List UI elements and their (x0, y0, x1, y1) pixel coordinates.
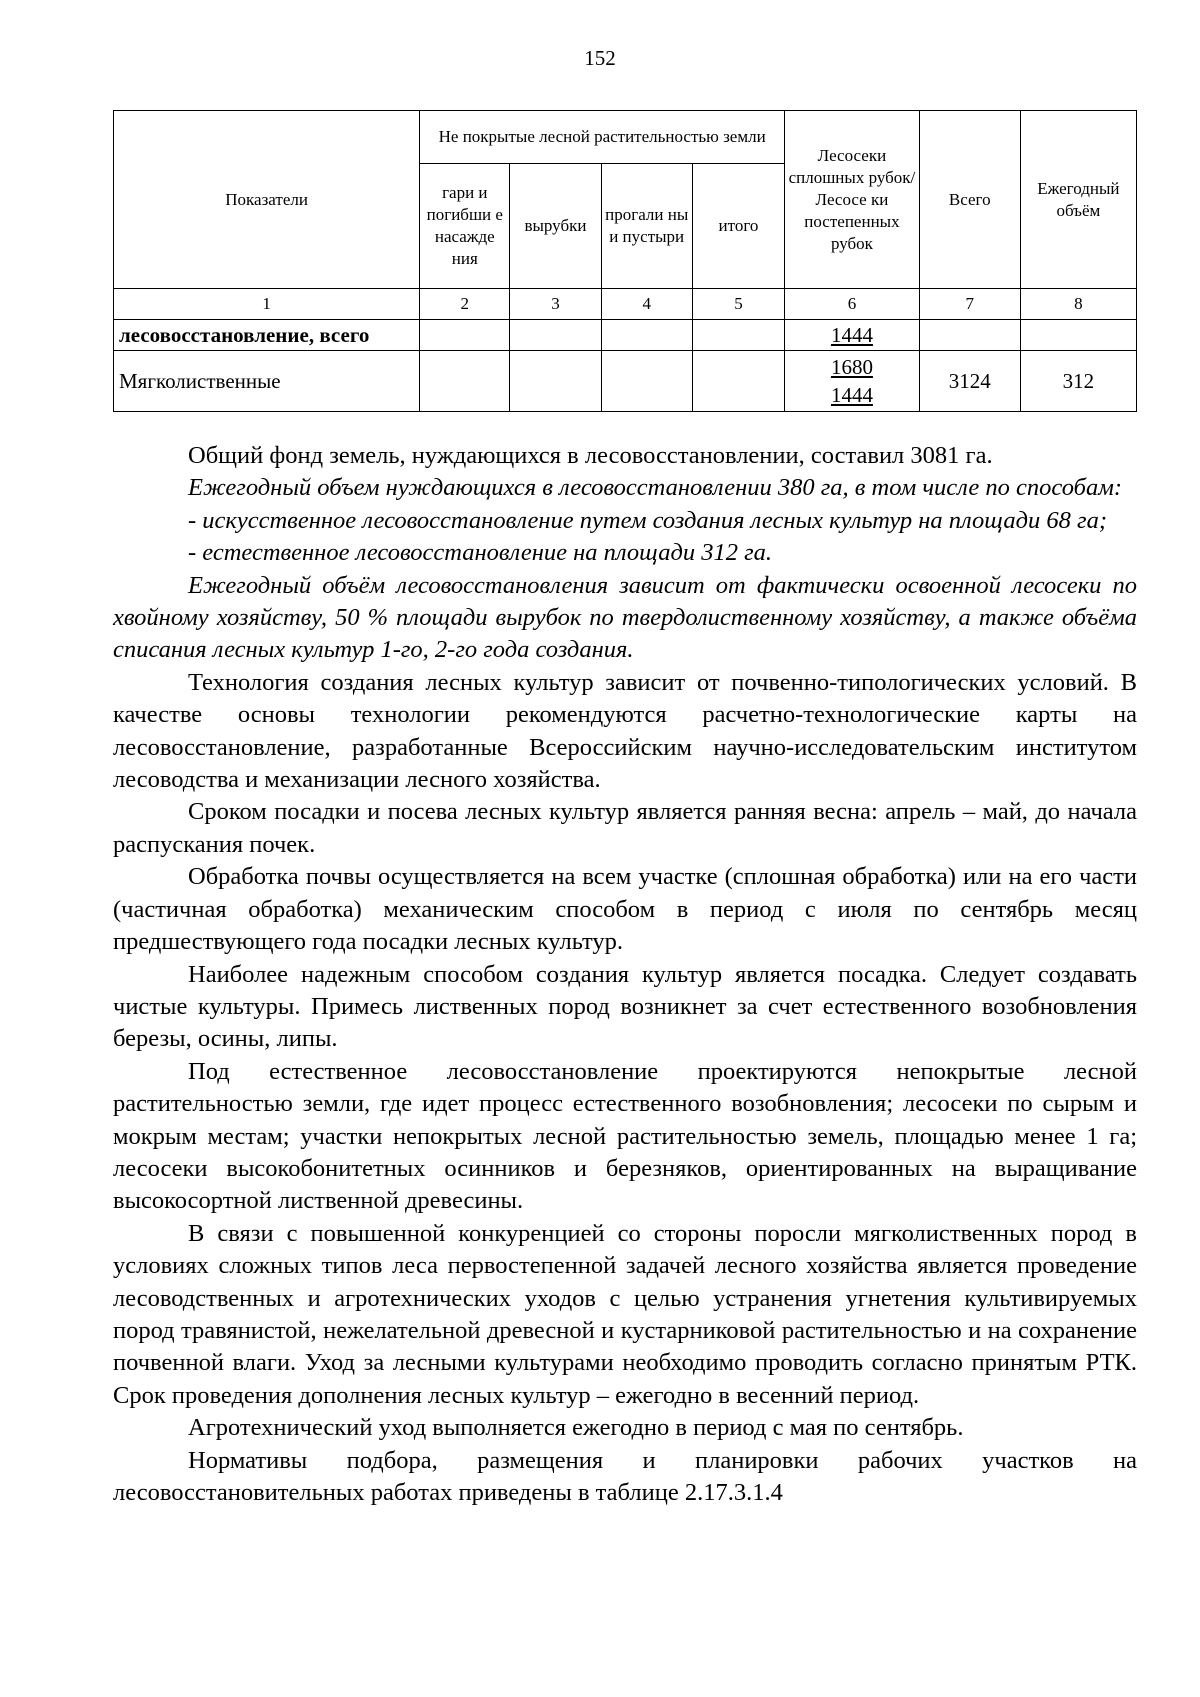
paragraph: Нормативы подбора, размещения и планировки рабочих участков на лесовосстановительных работах приведены в таблице 2.17.3.1.4 (113, 1446, 1137, 1506)
column-number: 1 (114, 289, 420, 320)
table-cell (601, 351, 692, 412)
column-number: 3 (510, 289, 601, 320)
body-text (113, 440, 1137, 1509)
paragraph: В связи с повышенной конкуренцией со стороны поросли мягколиственных пород в условиях сложных типов леса первостепенной задачей лесного хозяйства является проведение лесоводственных и агротехнических уходов с целью устранения угнетения культивируемых пород травянистой, нежелательной древесной и кустарниковой растительностью и на сохранение почвенной влаги. Уход за лесными культурами необходимо проводить согласно принятым РТК. Срок проведения дополнения лесных культур – ежегодно в весенний период. (113, 1219, 1137, 1409)
header-annual-volume: Ежегодный объём (1020, 111, 1136, 289)
table-cell (420, 320, 510, 351)
column-number: 4 (601, 289, 692, 320)
column-number: 5 (692, 289, 784, 320)
column-number: 7 (919, 289, 1020, 320)
header-subtotal: итого (692, 164, 784, 289)
cell-value-bottom: 1444 (830, 383, 873, 407)
paragraph: Агротехнический уход выполняется ежегодно в период с мая по сентябрь. (188, 1414, 964, 1442)
reforestation-table (113, 110, 1137, 412)
header-not-covered-lands: Не покрытые лесной растительностью земли (420, 111, 785, 164)
header-glades: прогали ны и пустыри (601, 164, 692, 289)
table-cell (420, 351, 510, 412)
header-burns: гари и погибши е насажде ния (420, 164, 510, 289)
row-label: лесовосстановление, всего (114, 320, 420, 351)
table-cell (601, 320, 692, 351)
table-cell (785, 320, 920, 351)
table-cell: 312 (1020, 351, 1136, 412)
page-number: 152 (584, 46, 616, 70)
table-cell (1020, 320, 1136, 351)
paragraph: Технология создания лесных культур зависит от почвенно-типологических условий. В качестве основы технологии рекомендуются расчетно-технологические карты на лесовосстановление, разработанные Всероссийским научно-исследовательским институтом лесоводства и механизации лесного хозяйства. (113, 668, 1137, 794)
paragraph: Общий фонд земель, нуждающихся в лесовосстановлении, составил 3081 га. (188, 442, 993, 469)
table-cell (785, 351, 920, 412)
row-label: Мягколиственные (114, 351, 420, 412)
header-indicators: Показатели (114, 111, 420, 289)
table-cell (510, 351, 601, 412)
paragraph: Ежегодный объём лесовосстановления зависит от фактически освоенной лесосеки по хвойному хозяйству, 50 % площади вырубок по твердолиственному хозяйству, а также объёма списания лесных культур 1-го, 2-го года создания. (113, 571, 1137, 664)
cell-value: 1444 (830, 323, 873, 347)
paragraph: Ежегодный объем нуждающихся в лесовосстановлении 380 га, в том числе по способам: (188, 474, 1122, 502)
paragraph: - естественное лесовосстановление на площади 312 га. (188, 539, 773, 567)
paragraph: Наиболее надежным способом создания культур является посадка. Следует создавать чистые культуры. Примесь лиственных пород возникнет за счет естественного возобновления березы, осины, липы. (113, 960, 1137, 1053)
header-clearings: вырубки (510, 164, 601, 289)
column-number: 6 (785, 289, 920, 320)
table-cell (692, 351, 784, 412)
paragraph: - искусственное лесовосстановление путем создания лесных культур на площади 68 га; (188, 506, 1107, 534)
cell-value-top: 1680 (830, 355, 873, 379)
header-cuttings: Лесосеки сплошных рубок/Лесосе ки постепенных рубок (785, 111, 920, 289)
table-row (114, 351, 1137, 412)
table-cell (692, 320, 784, 351)
table-cell (510, 320, 601, 351)
table-cell (919, 320, 1020, 351)
column-number: 8 (1020, 289, 1136, 320)
paragraph: Сроком посадки и посева лесных культур является ранняя весна: апрель – май, до начала распускания почек. (113, 798, 1137, 858)
header-total: Всего (919, 111, 1020, 289)
column-number: 2 (420, 289, 510, 320)
paragraph: Обработка почвы осуществляется на всем участке (сплошная обработка) или на его части (частичная обработка) механическим способом в период с июля по сентябрь месяц предшествующего года посадки лесных культур. (113, 863, 1137, 956)
paragraph: Под естественное лесовосстановление проектируются непокрытые лесной растительностью земли, где идет процесс естественного возобновления; лесосеки по сырым и мокрым местам; участки непокрытых лесной растительностью земель, площадью менее 1 га; лесосеки высокобонитетных осинников и березняков, ориентированных на выращивание высокосортной лиственной древесины. (113, 1057, 1137, 1215)
table-row (114, 320, 1137, 351)
table-cell: 3124 (919, 351, 1020, 412)
